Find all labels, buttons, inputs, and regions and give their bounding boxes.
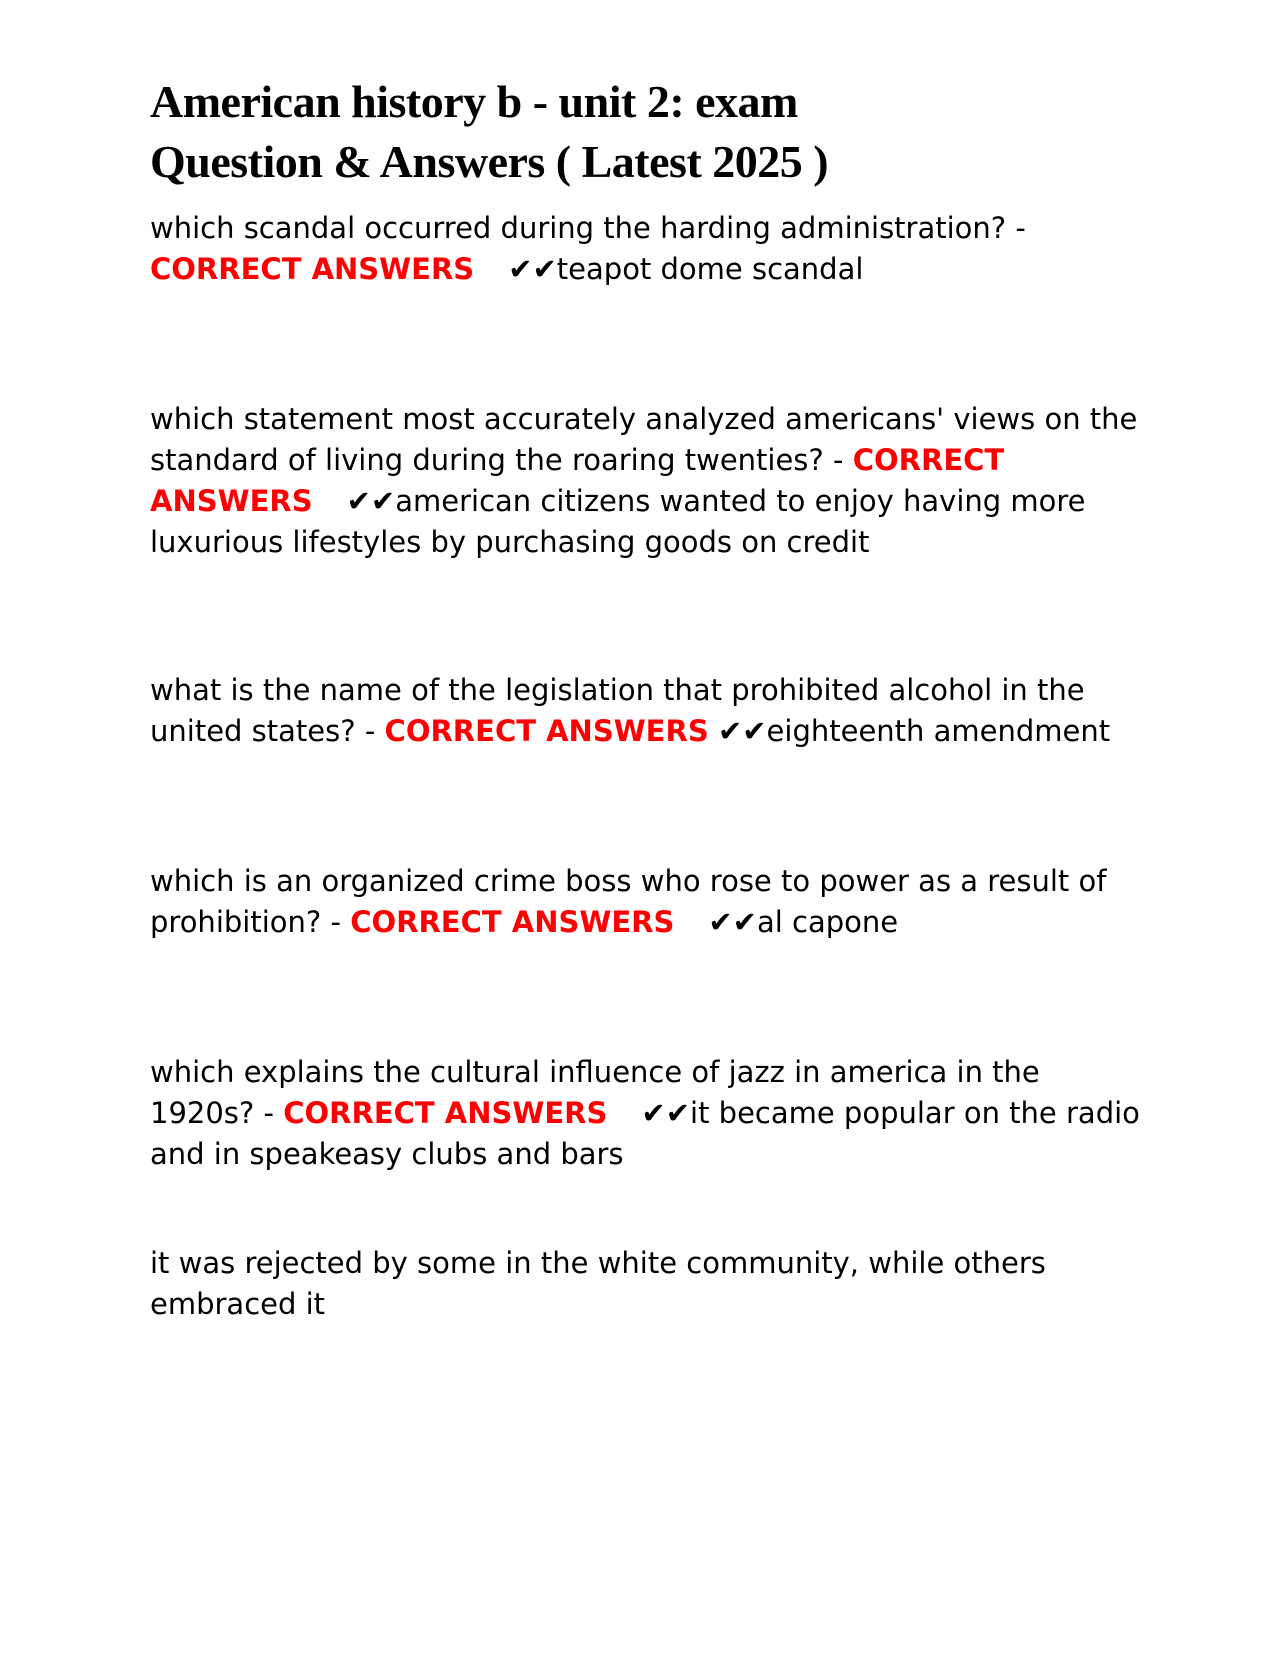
question-text: which scandal occurred during the harding administration? xyxy=(150,211,1007,245)
separator: - xyxy=(321,905,351,939)
qa-item-1 xyxy=(150,208,1140,290)
separator: - xyxy=(254,1096,284,1130)
double-check-icon: ✔✔ xyxy=(641,1096,691,1130)
double-check-icon: ✔✔ xyxy=(708,905,757,939)
double-check-icon: ✔✔ xyxy=(508,252,557,286)
double-check-icon: ✔✔ xyxy=(717,714,767,748)
question-text: which statement most accurately analyzed americans' views on the standard of living during the roaring twenties? xyxy=(150,402,1138,477)
qa-item-4 xyxy=(150,861,1140,943)
qa-item-2 xyxy=(150,399,1140,563)
correct-answers-label: CORRECT ANSWERS xyxy=(150,252,475,286)
answer-text: teapot dome scandal xyxy=(556,252,864,286)
title-line-1: American history b - unit 2: exam xyxy=(150,76,798,127)
correct-answers-label: CORRECT ANSWERS xyxy=(150,443,1005,518)
correct-answers-label: CORRECT ANSWERS xyxy=(350,905,675,939)
question-text: which explains the cultural influence of jazz in america in the 1920s? xyxy=(150,1055,1040,1130)
title-line-2: Question & Answers ( Latest 2025 ) xyxy=(150,136,829,187)
separator: - xyxy=(823,443,853,477)
document-title xyxy=(150,72,1150,192)
answer-text: it became popular on the radio and in speakeasy clubs and bars xyxy=(150,1096,1140,1171)
separator: - xyxy=(355,714,385,748)
question-text: what is the name of the legislation that prohibited alcohol in the united states? xyxy=(150,673,1085,748)
separator: - xyxy=(1006,211,1026,245)
question-text: which is an organized crime boss who rose to power as a result of prohibition? xyxy=(150,864,1107,939)
answer-text: al capone xyxy=(756,905,899,939)
qa-item-5 xyxy=(150,1052,1140,1175)
correct-answers-label: CORRECT ANSWERS xyxy=(384,714,709,748)
trailing-paragraph: it was rejected by some in the white community, while others embraced it xyxy=(150,1246,1046,1321)
correct-answers-label: CORRECT ANSWERS xyxy=(283,1096,608,1130)
answer-text: eighteenth amendment xyxy=(766,714,1111,748)
answer-text: american citizens wanted to enjoy having more luxurious lifestyles by purchasing goods on credit xyxy=(150,484,1086,559)
double-check-icon: ✔✔ xyxy=(346,484,396,518)
qa-item-3 xyxy=(150,670,1140,752)
